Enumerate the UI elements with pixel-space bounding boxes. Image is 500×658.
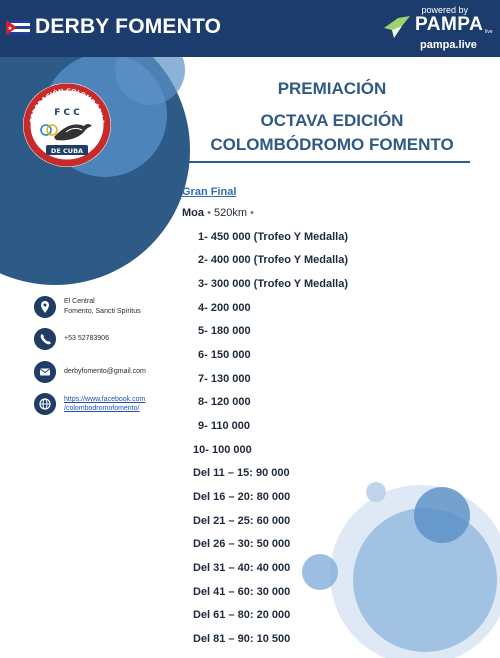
prize-item: Del 61 – 80: 20 000 — [193, 609, 291, 621]
logo-bottom-text: DE CUBA — [50, 147, 84, 155]
powered-by-label: powered by — [421, 5, 468, 15]
facebook-link-line-2[interactable]: /colombodromofomento/ — [64, 405, 140, 412]
prize-item: 2- 400 000 (Trofeo Y Medalla) — [198, 254, 348, 266]
site-title[interactable]: DERBY FOMENTO — [35, 15, 222, 38]
prize-item: Del 16 – 20: 80 000 — [193, 491, 291, 503]
phone-number[interactable]: +53 52783906 — [64, 335, 109, 342]
prize-item: 1- 450 000 (Trofeo Y Medalla) — [198, 231, 348, 243]
title-divider — [182, 161, 470, 163]
prize-item: 9- 110 000 — [198, 420, 250, 432]
race-location: Moa — [182, 207, 204, 219]
section-heading-gran-final: Gran Final — [182, 186, 237, 198]
logo-initials: F C C — [54, 108, 80, 118]
prize-item: 8- 120 000 — [198, 396, 251, 408]
title-premiacion: PREMIACIÓN — [277, 79, 387, 98]
globe-icon — [34, 393, 56, 415]
logo-arc-text: FEDERACIÓN COLOMBÓFILA — [29, 87, 106, 125]
prize-item: Del 81 – 90: 10 500 — [193, 633, 291, 645]
prize-item: 7- 130 000 — [198, 373, 251, 385]
title-venue: COLOMBÓDROMO FOMENTO — [210, 135, 454, 154]
prize-item: Del 21 – 25: 60 000 — [193, 515, 291, 527]
prize-item: Del 11 – 15: 90 000 — [193, 467, 290, 479]
title-edition: OCTAVA EDICIÓN — [260, 111, 404, 130]
address-line-1: El Central — [64, 298, 95, 305]
race-distance: 520km — [213, 207, 248, 219]
prize-item: Del 31 – 40: 40 000 — [193, 562, 291, 574]
phone-icon — [34, 328, 56, 350]
location-pin-icon — [34, 296, 56, 318]
cuba-flag-icon — [6, 20, 30, 35]
race-route — [182, 207, 254, 219]
prize-item: 6- 150 000 — [198, 349, 251, 361]
prize-item: Del 26 – 30: 50 000 — [193, 538, 291, 550]
prize-item: Del 41 – 60: 30 000 — [193, 586, 291, 598]
federation-logo — [22, 82, 112, 168]
top-header-bar — [0, 0, 500, 57]
separator-dot: • — [207, 207, 211, 219]
pampa-brand[interactable]: PAMPA — [415, 14, 484, 35]
prize-item: 10- 100 000 — [193, 444, 252, 456]
email-icon — [34, 361, 56, 383]
prize-item: 5- 180 000 — [198, 325, 251, 337]
prize-item: 3- 300 000 (Trofeo Y Medalla) — [198, 278, 348, 290]
email-address[interactable]: derbyfomento@gmail.com — [64, 368, 146, 375]
separator-dot: • — [250, 207, 254, 219]
address-line-2: Fomento, Sancti Spíritus — [64, 308, 141, 315]
pampa-bird-icon — [382, 14, 412, 40]
pampa-url-link[interactable]: pampa.live — [420, 39, 477, 51]
pampa-brand-suffix: live — [485, 29, 493, 35]
facebook-link-line-1[interactable]: https://www.facebook.com — [64, 396, 146, 403]
prize-item: 4- 200 000 — [198, 302, 251, 314]
